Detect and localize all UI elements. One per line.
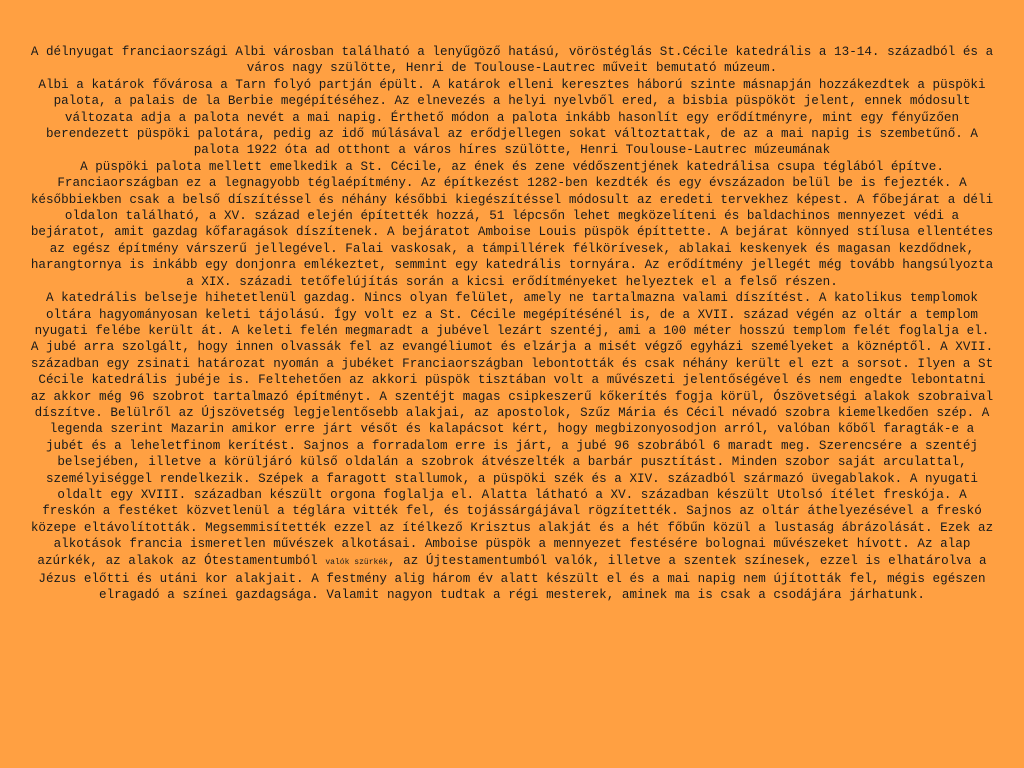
paragraph-intro: A délnyugat franciaországi Albi városban található a lenyűgöző hatású, vöröstéglás St.Cécile katedrális a 13-14. századból és a város nagy szülötte, Henri de Toulouse-Lautrec műveit bemutató múzeum. (30, 45, 994, 76)
paragraph-interior-text: A katedrális belseje hihetetlenül gazdag. Nincs olyan felület, amely ne tartalmazna valami díszítést. A katolikus templomok oltára hagyományosan keleti tájolású. Így volt ez a St. Cécile megépítésénél is, de a XVII. század végén az oltár a templom nyugati felébe került át. A keleti felén megmaradt a jubével lezárt szentéj, ami a 100 méter hosszú templom felét foglalja el. A jubé arra szolgált, hogy innen olvassák fel az evangéliumot és elzárja a misét végző egyházi személyeket a köznéptől. A XVII. században egy zsinati határozat nyomán a jubéket Franciaországban lebontották és csak néhány került el ezt a sorsot. Ilyen a St Cécile katedrális jubéje is. Feltehetően az akkori püspök tisztában volt a művészeti jelentőségével és nem engedte lebontatni az akkor még 96 szobrot tartalmazó építményt. A szentéjt magas csipkeszerű kőkerítés fogja körül, Ószövetségi alakok szobraival díszítve. Belülről az Újszövetség legjelentősebb alakjai, az apostolok, Szűz Mária és Cécil névadó szobra kiemelkedően szép. A legenda szerint Mazarin amikor erre járt vésőt és kalapácsot kért, hogy megbizonyosodjon arról, valóban kőből faragták-e a jubét és a leheletfinom kerítést. Sajnos a forradalom erre is járt, a jubé 96 szobrából 6 maradt meg. Szerencsére a szentéj belsejében, illetve a körüljáró külső oldalán a szobrok átvészelték a barbár pusztítást. Minden szobor saját arculattal, személyiséggel rendelkezik. Szépek a faragott stallumok, a püspöki szék és a XIV. századból származó üvegablakok. A nyugati oldalt egy XVIII. században készült orgona foglalja el. Alatta látható a XV. században készült Utolsó ítélet freskója. A freskón a festéket közvetlenül a téglára vitték fel, és tojássárgájával rögzítették. Sajnos az oltár áthelyezésével a freskó közepe eltávolították. Megsemmisítették ezzel az ítélkező Krisztus alakját és a hét főbűn közül a lustaság ábrázolását. Ezek az alkotások francia ismeretlen művészek alkotásai. Amboise püspök a mennyezet festésére bolognai művészeket hívott. Az alap azúrkék, az alakok az Ótestamentumból (30, 291, 994, 568)
paragraph-interior-small-text: valók szürkék (325, 557, 388, 567)
paragraph-cathedral: A püspöki palota mellett emelkedik a St. Cécile, az ének és zene védőszentjének katedrálisa csupa téglából építve. Franciaországban ez a legnagyobb téglaépítmény. Az építkezést 1282-ben kezdték és egy évszázadon belül be is fejezték. A későbbiekben csak a belső díszítéssel és néhány későbbi kiegészítéssel módosult az eredeti tervekhez képest. A főbejárat a déli oldalon található, a XV. század elején építették hozzá, 51 lépcsőn lehet megközelíteni és baldachinos mennyezet védi a bejáratot, amit gazdag kőfaragások díszítenek. A bejáratot Amboise Louis püspök építtette. A bejárat könnyed stílusa ellentétes az egész építmény várszerű jellegével. Falai vaskosak, a támpillérek félkörívesek, ablakai keskenyek és magasan kezdődnek, harangtornya is inkább egy donjonra emlékeztet, semmint egy katedrális tornyára. Az erődítmény jellegét még tovább hangsúlyozta a XIX. századi tetőfelújítás során a kicsi erődítményeket helyeztek el a felső részen. (30, 159, 994, 289)
paragraph-interior (28, 290, 996, 604)
paragraph-interior-text-end: , az Újtestamentumból valók, illetve a szentek színesek, ezzel is elhatárolva a Jézus előtti és utáni kor alakjait. A festmény alig három év alatt készült el és a mai napig nem újították fel, mégis egészen elragadó a színei gazdagsága. Valamit nagyon tudtak a régi mesterek, aminek ma is csak a csodájára járhatunk. (38, 553, 987, 603)
article-body (28, 44, 996, 604)
paragraph-palace: Albi a katárok fővárosa a Tarn folyó partján épült. A katárok elleni keresztes háború szinte másnapján hozzákezdtek a püspöki palota, a palais de la Berbie megépítéséhez. Az elnevezés a helyi nyelvből ered, a bisbia püspököt jelent, ennek módosult változata adja a palota nevét a mai napig. Érthető módon a palota inkább hasonlít egy erődítményre, mint egy fényűzően berendezett püspöki palotára, pedig az idő múlásával az erődjellegen sokat változtattak, de az a mai napig is szembetűnő. A palota 1922 óta ad otthont a város híres szülötte, Henri Toulouse-Lautrec múzeumának (38, 77, 986, 158)
